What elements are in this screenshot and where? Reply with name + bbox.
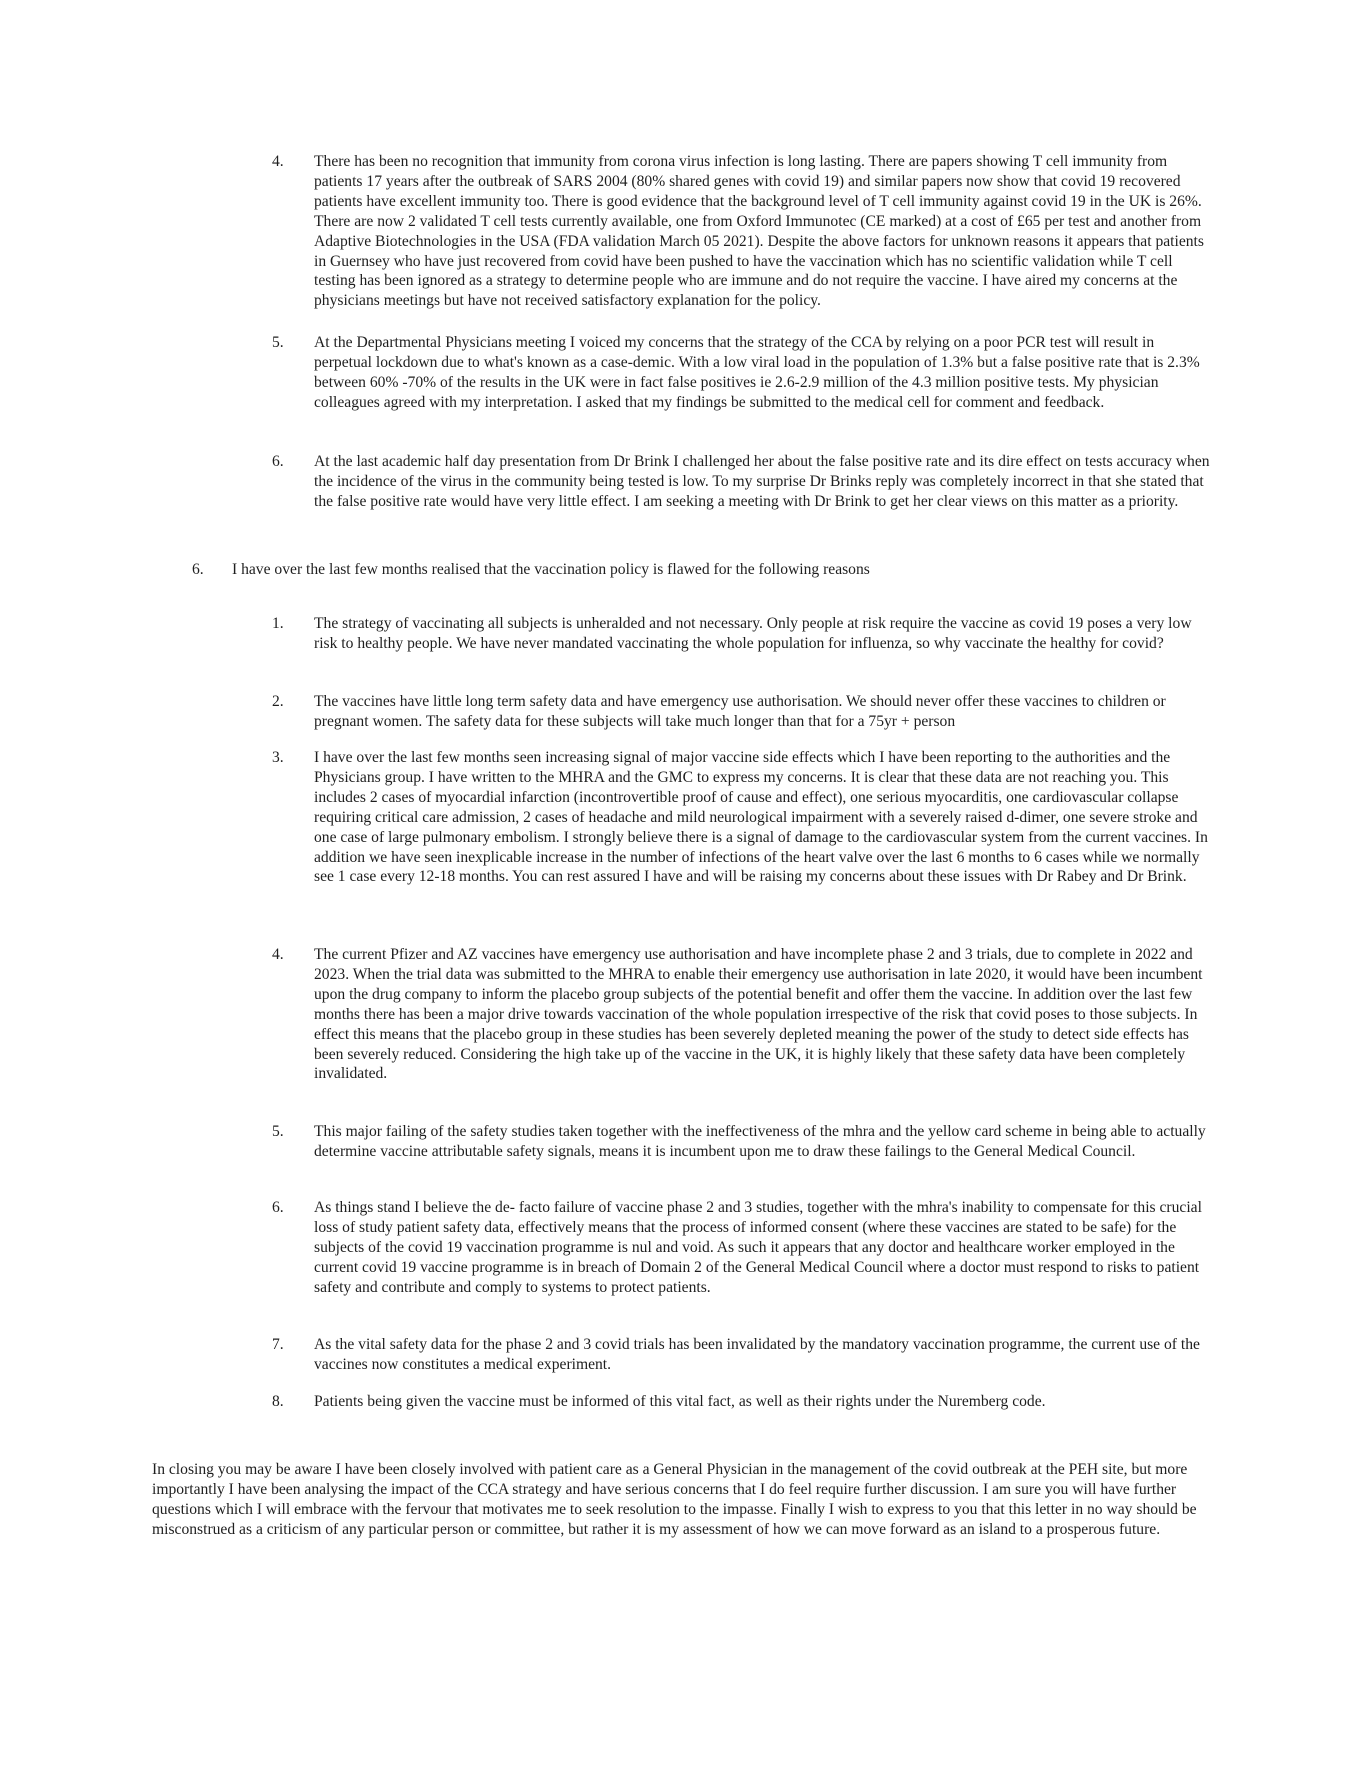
list-item <box>272 692 1214 748</box>
item-number: 3. <box>272 749 284 766</box>
item-text: Patients being given the vaccine must be informed of this vital fact, as well as their rights under the Nuremberg code. <box>314 1393 1046 1410</box>
item-number: 4. <box>272 946 284 963</box>
item-number: 6. <box>272 453 284 470</box>
item-text: As the vital safety data for the phase 2 and 3 covid trials has been invalidated by the mandatory vaccination programme, the current use of the vaccines now constitutes a medical experiment. <box>314 1336 1200 1373</box>
list-item <box>272 614 1214 692</box>
top-list <box>272 152 1214 532</box>
list-item <box>272 748 1214 945</box>
list-item <box>272 945 1214 1122</box>
item-text: The current Pfizer and AZ vaccines have emergency use authorisation and have incomplete phase 2 and 3 trials, due to complete in 2022 and 2023. When the trial data was submitted to the MHRA to enable their emergency use authorisation in late 2020, it would have been incumbent upon the drug company to inform the placebo group subjects of the potential benefit and offer them the vaccine. In addition over the last few months there has been a major drive towards vaccination of the whole population irrespective of the risk that covid poses to those subjects. In effect this means that the placebo group in these studies has been severely depleted meaning the power of the study to detect side effects has been severely reduced. Considering the high take up of the vaccine in the UK, it is highly likely that these safety data have been completely invalidated. <box>314 946 1203 1083</box>
item-number: 4. <box>272 153 284 170</box>
item-number: 7. <box>272 1336 284 1353</box>
list-item <box>272 333 1214 452</box>
item-text: At the last academic half day presentation from Dr Brink I challenged her about the false positive rate and its dire effect on tests accuracy when the incidence of the virus in the community being tested is low. To my surprise Dr Brinks reply was completely incorrect in that she stated that the false positive rate would have very little effect. I am seeking a meeting with Dr Brink to get her clear views on this matter as a priority. <box>314 453 1210 510</box>
item-number: 2. <box>272 693 284 710</box>
list-item <box>272 1335 1214 1392</box>
closing-paragraph: In closing you may be aware I have been closely involved with patient care as a General Physician in the management of the covid outbreak at the PEH site, but more importantly I have been analysing the impact of the CCA strategy and have serious concerns that I do feel require further discussion. I am sure you will have further questions which I will embrace with the fervour that motivates me to seek resolution to the impasse. Finally I wish to express to you that this letter in no way should be misconstrued as a criticism of any particular person or committee, but rather it is my assessment of how we can move forward as an island to a prosperous future. <box>152 1461 1197 1538</box>
item-text: At the Departmental Physicians meeting I voiced my concerns that the strategy of the CCA by relying on a poor PCR test will result in perpetual lockdown due to what's known as a case-demic. With a low viral load in the population of 1.3% but a false positive rate that is 2.3% between 60% -70% of the results in the UK were in fact false positives ie 2.6-2.9 million of the 4.3 million positive tests. My physician colleagues agreed with my interpretation. I asked that my findings be submitted to the medical cell for comment and feedback. <box>314 334 1200 411</box>
list-item <box>272 1198 1214 1335</box>
item-number: 5. <box>272 334 284 351</box>
list-item <box>272 1392 1214 1416</box>
main-item-number: 6. <box>192 561 204 578</box>
list-item <box>272 452 1214 532</box>
main-item-text: I have over the last few months realised that the vaccination policy is flawed for the following reasons <box>232 561 870 578</box>
item-text: There has been no recognition that immunity from corona virus infection is long lasting. There are papers showing T cell immunity from patients 17 years after the outbreak of SARS 2004 (80% shared genes with covid 19) and similar papers now show that covid 19 recovered patients have excellent immunity too. There is good evidence that the background level of T cell immunity against covid 19 in the UK is 26%. There are now 2 validated T cell tests currently available, one from Oxford Immunotec (CE marked) at a cost of £65 per test and another from Adaptive Biotechnologies in the USA (FDA validation March 05 2021). Despite the above factors for unknown reasons it appears that patients in Guernsey who have just recovered from covid have been pushed to have the vaccination which has no scientific validation while T cell testing has been ignored as a strategy to determine people who are immune and do not require the vaccine. I have aired my concerns at the physicians meetings but have not received satisfactory explanation for the policy. <box>314 153 1204 310</box>
list-item <box>272 1122 1214 1198</box>
item-text: The vaccines have little long term safety data and have emergency use authorisation. We should never offer these vaccines to children or pregnant women. The safety data for these subjects will take much longer than that for a 75yr + person <box>314 693 1166 730</box>
item-text: This major failing of the safety studies taken together with the ineffectiveness of the mhra and the yellow card scheme in being able to actually determine vaccine attributable safety signals, means it is incumbent upon me to draw these failings to the General Medical Council. <box>314 1123 1206 1160</box>
item-text: I have over the last few months seen increasing signal of major vaccine side effects which I have been reporting to the authorities and the Physicians group. I have written to the MHRA and the GMC to express my concerns. It is clear that these data are not reaching you. This includes 2 cases of myocardial infarction (incontrovertible proof of cause and effect), one serious myocarditis, one cardiovascular collapse requiring critical care admission, 2 cases of headache and mild neurological impairment with a severely raised d-dimer, one severe stroke and one case of large pulmonary embolism. I strongly believe there is a signal of damage to the cardiovascular system from the current vaccines. In addition we have seen inexplicable increase in the number of infections of the heart valve over the last 6 months to 6 cases while we normally see 1 case every 12-18 months. You can rest assured I have and will be raising my concerns about these issues with Dr Rabey and Dr Brink. <box>314 749 1208 886</box>
item-number: 8. <box>272 1393 284 1410</box>
item-number: 6. <box>272 1199 284 1216</box>
item-number: 1. <box>272 615 284 632</box>
item-text: As things stand I believe the de- facto failure of vaccine phase 2 and 3 studies, together with the mhra's inability to compensate for this crucial loss of study patient safety data, effectively means that the process of informed consent (where these vaccines are stated to be safe) for the subjects of the covid 19 vaccination programme is nul and void. As such it appears that any doctor and healthcare worker employed in the current covid 19 vaccine programme is in breach of Domain 2 of the General Medical Council where a doctor must respond to risks to patient safety and contribute and comply to systems to protect patients. <box>314 1199 1202 1296</box>
reasons-list <box>272 614 1214 1416</box>
item-number: 5. <box>272 1123 284 1140</box>
item-text: The strategy of vaccinating all subjects is unheralded and not necessary. Only people at risk require the vaccine as covid 19 poses a very low risk to healthy people. We have never mandated vaccinating the whole population for influenza, so why vaccinate the healthy for covid? <box>314 615 1192 652</box>
list-item <box>272 152 1214 333</box>
